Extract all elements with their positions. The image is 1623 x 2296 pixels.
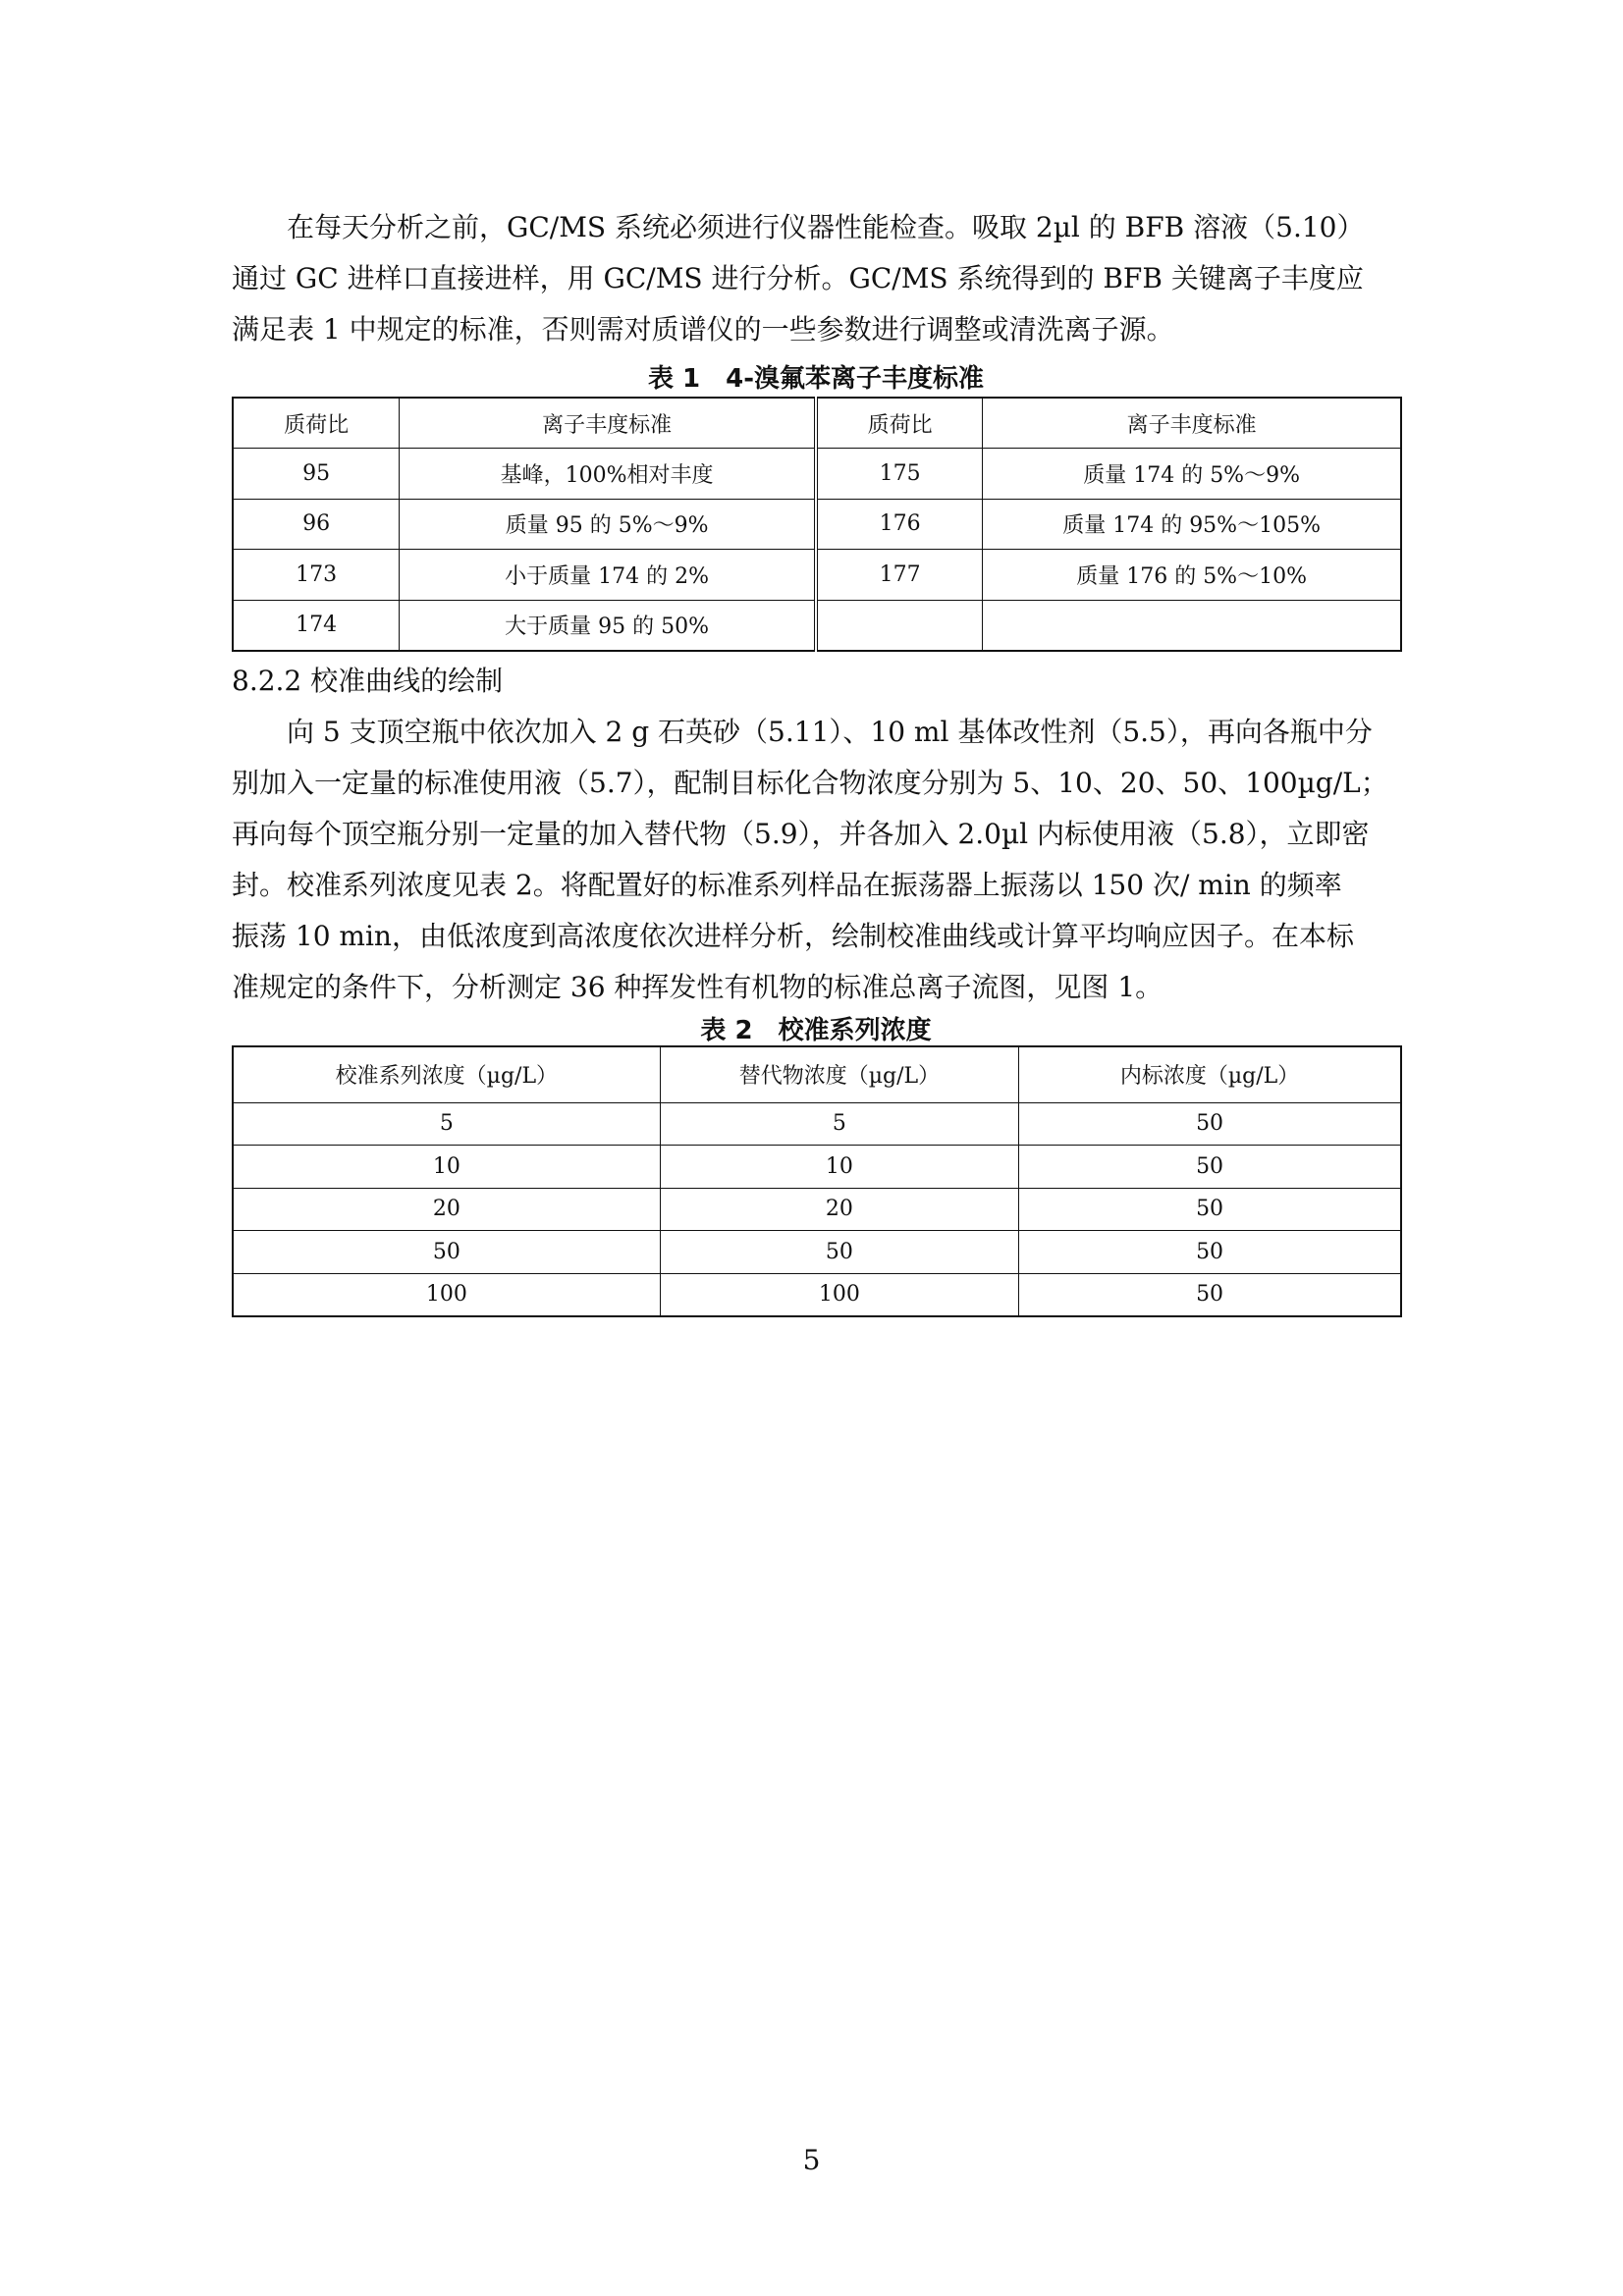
header-cell: 校准系列浓度（µg/L） — [233, 1046, 660, 1102]
table-row — [233, 1188, 1401, 1231]
header-cell: 替代物浓度（µg/L） — [660, 1046, 1018, 1102]
table-cell: 50 — [1019, 1102, 1401, 1146]
page-number: 5 — [802, 2144, 821, 2176]
table-row — [233, 1273, 1401, 1316]
table-cell: 大于质量 95 的 50% — [400, 600, 816, 651]
paragraph-line: 在每天分析之前，GC/MS 系统必须进行仪器性能检查。吸取 2µl 的 BFB 溶液（5.10） — [287, 211, 1365, 243]
paragraph-bfb-check — [232, 202, 1400, 355]
table-cell: 100 — [233, 1273, 660, 1316]
header-cell: 离子丰度标准 — [983, 398, 1401, 449]
table-cell: 50 — [660, 1231, 1018, 1274]
table-row — [233, 1146, 1401, 1189]
table-cell: 5 — [233, 1102, 660, 1146]
table-header-row — [233, 1046, 1401, 1102]
section-heading: 8.2.2 校准曲线的绘制 — [232, 665, 504, 697]
table-cell: 10 — [660, 1146, 1018, 1189]
table-cell: 175 — [816, 449, 983, 500]
table-cell: 173 — [233, 550, 400, 601]
paragraph-line: 封。校准系列浓度见表 2。将配置好的标准系列样品在振荡器上振荡以 150 次/ min 的频率 — [232, 869, 1342, 901]
table-cell: 质量 176 的 5%～10% — [983, 550, 1401, 601]
table-cell: 174 — [233, 600, 400, 651]
table-cell: 10 — [233, 1146, 660, 1189]
table-row — [233, 600, 1401, 651]
table-cell: 50 — [233, 1231, 660, 1274]
table-cell: 5 — [660, 1102, 1018, 1146]
table-cell: 50 — [1019, 1188, 1401, 1231]
header-cell: 质荷比 — [233, 398, 400, 449]
table-cell: 20 — [233, 1188, 660, 1231]
table-cell: 基峰，100%相对丰度 — [400, 449, 816, 500]
header-cell: 离子丰度标准 — [400, 398, 816, 449]
ion-abundance-table — [232, 397, 1402, 652]
table-cell: 质量 174 的 5%～9% — [983, 449, 1401, 500]
table-cell: 96 — [233, 499, 400, 550]
table-cell — [816, 600, 983, 651]
table-row — [233, 1231, 1401, 1274]
table-cell: 95 — [233, 449, 400, 500]
paragraph-line: 别加入一定量的标准使用液（5.7），配制目标化合物浓度分别为 5、10、20、50、100µg/L； — [232, 767, 1388, 799]
table2-caption: 表 2 校准系列浓度 — [700, 1016, 932, 1045]
table-cell: 177 — [816, 550, 983, 601]
paragraph-line: 通过 GC 进样口直接进样，用 GC/MS 进行分析。GC/MS 系统得到的 BFB 关键离子丰度应 — [232, 262, 1364, 294]
table-cell: 100 — [660, 1273, 1018, 1316]
header-cell: 质荷比 — [816, 398, 983, 449]
calibration-series-table — [232, 1045, 1402, 1317]
table-row — [233, 499, 1401, 550]
table-cell: 质量 174 的 95%～105% — [983, 499, 1401, 550]
table-cell: 50 — [1019, 1146, 1401, 1189]
table-cell: 50 — [1019, 1273, 1401, 1316]
paragraph-line: 准规定的条件下，分析测定 36 种挥发性有机物的标准总离子流图，见图 1。 — [232, 971, 1163, 1003]
table-cell: 50 — [1019, 1231, 1401, 1274]
table-header-row — [233, 398, 1401, 449]
table-cell: 176 — [816, 499, 983, 550]
table-cell: 20 — [660, 1188, 1018, 1231]
table-row — [233, 550, 1401, 601]
header-cell: 内标浓度（µg/L） — [1019, 1046, 1401, 1102]
table-cell: 质量 95 的 5%～9% — [400, 499, 816, 550]
table-cell: 小于质量 174 的 2% — [400, 550, 816, 601]
table-cell — [983, 600, 1401, 651]
table-row — [233, 449, 1401, 500]
paragraph-line: 满足表 1 中规定的标准，否则需对质谱仪的一些参数进行调整或清洗离子源。 — [232, 313, 1174, 346]
paragraph-line: 振荡 10 min，由低浓度到高浓度依次进样分析，绘制校准曲线或计算平均响应因子。在本标 — [232, 920, 1354, 952]
table1-caption: 表 1 4-溴氟苯离子丰度标准 — [647, 364, 985, 394]
paragraph-calibration — [232, 707, 1400, 1013]
table-row — [233, 1102, 1401, 1146]
paragraph-line: 再向每个顶空瓶分别一定量的加入替代物（5.9），并各加入 2.0µl 内标使用液（5.8），立即密 — [232, 818, 1370, 850]
paragraph-line: 向 5 支顶空瓶中依次加入 2 g 石英砂（5.11）、10 ml 基体改性剂（5.5），再向各瓶中分 — [287, 716, 1373, 748]
